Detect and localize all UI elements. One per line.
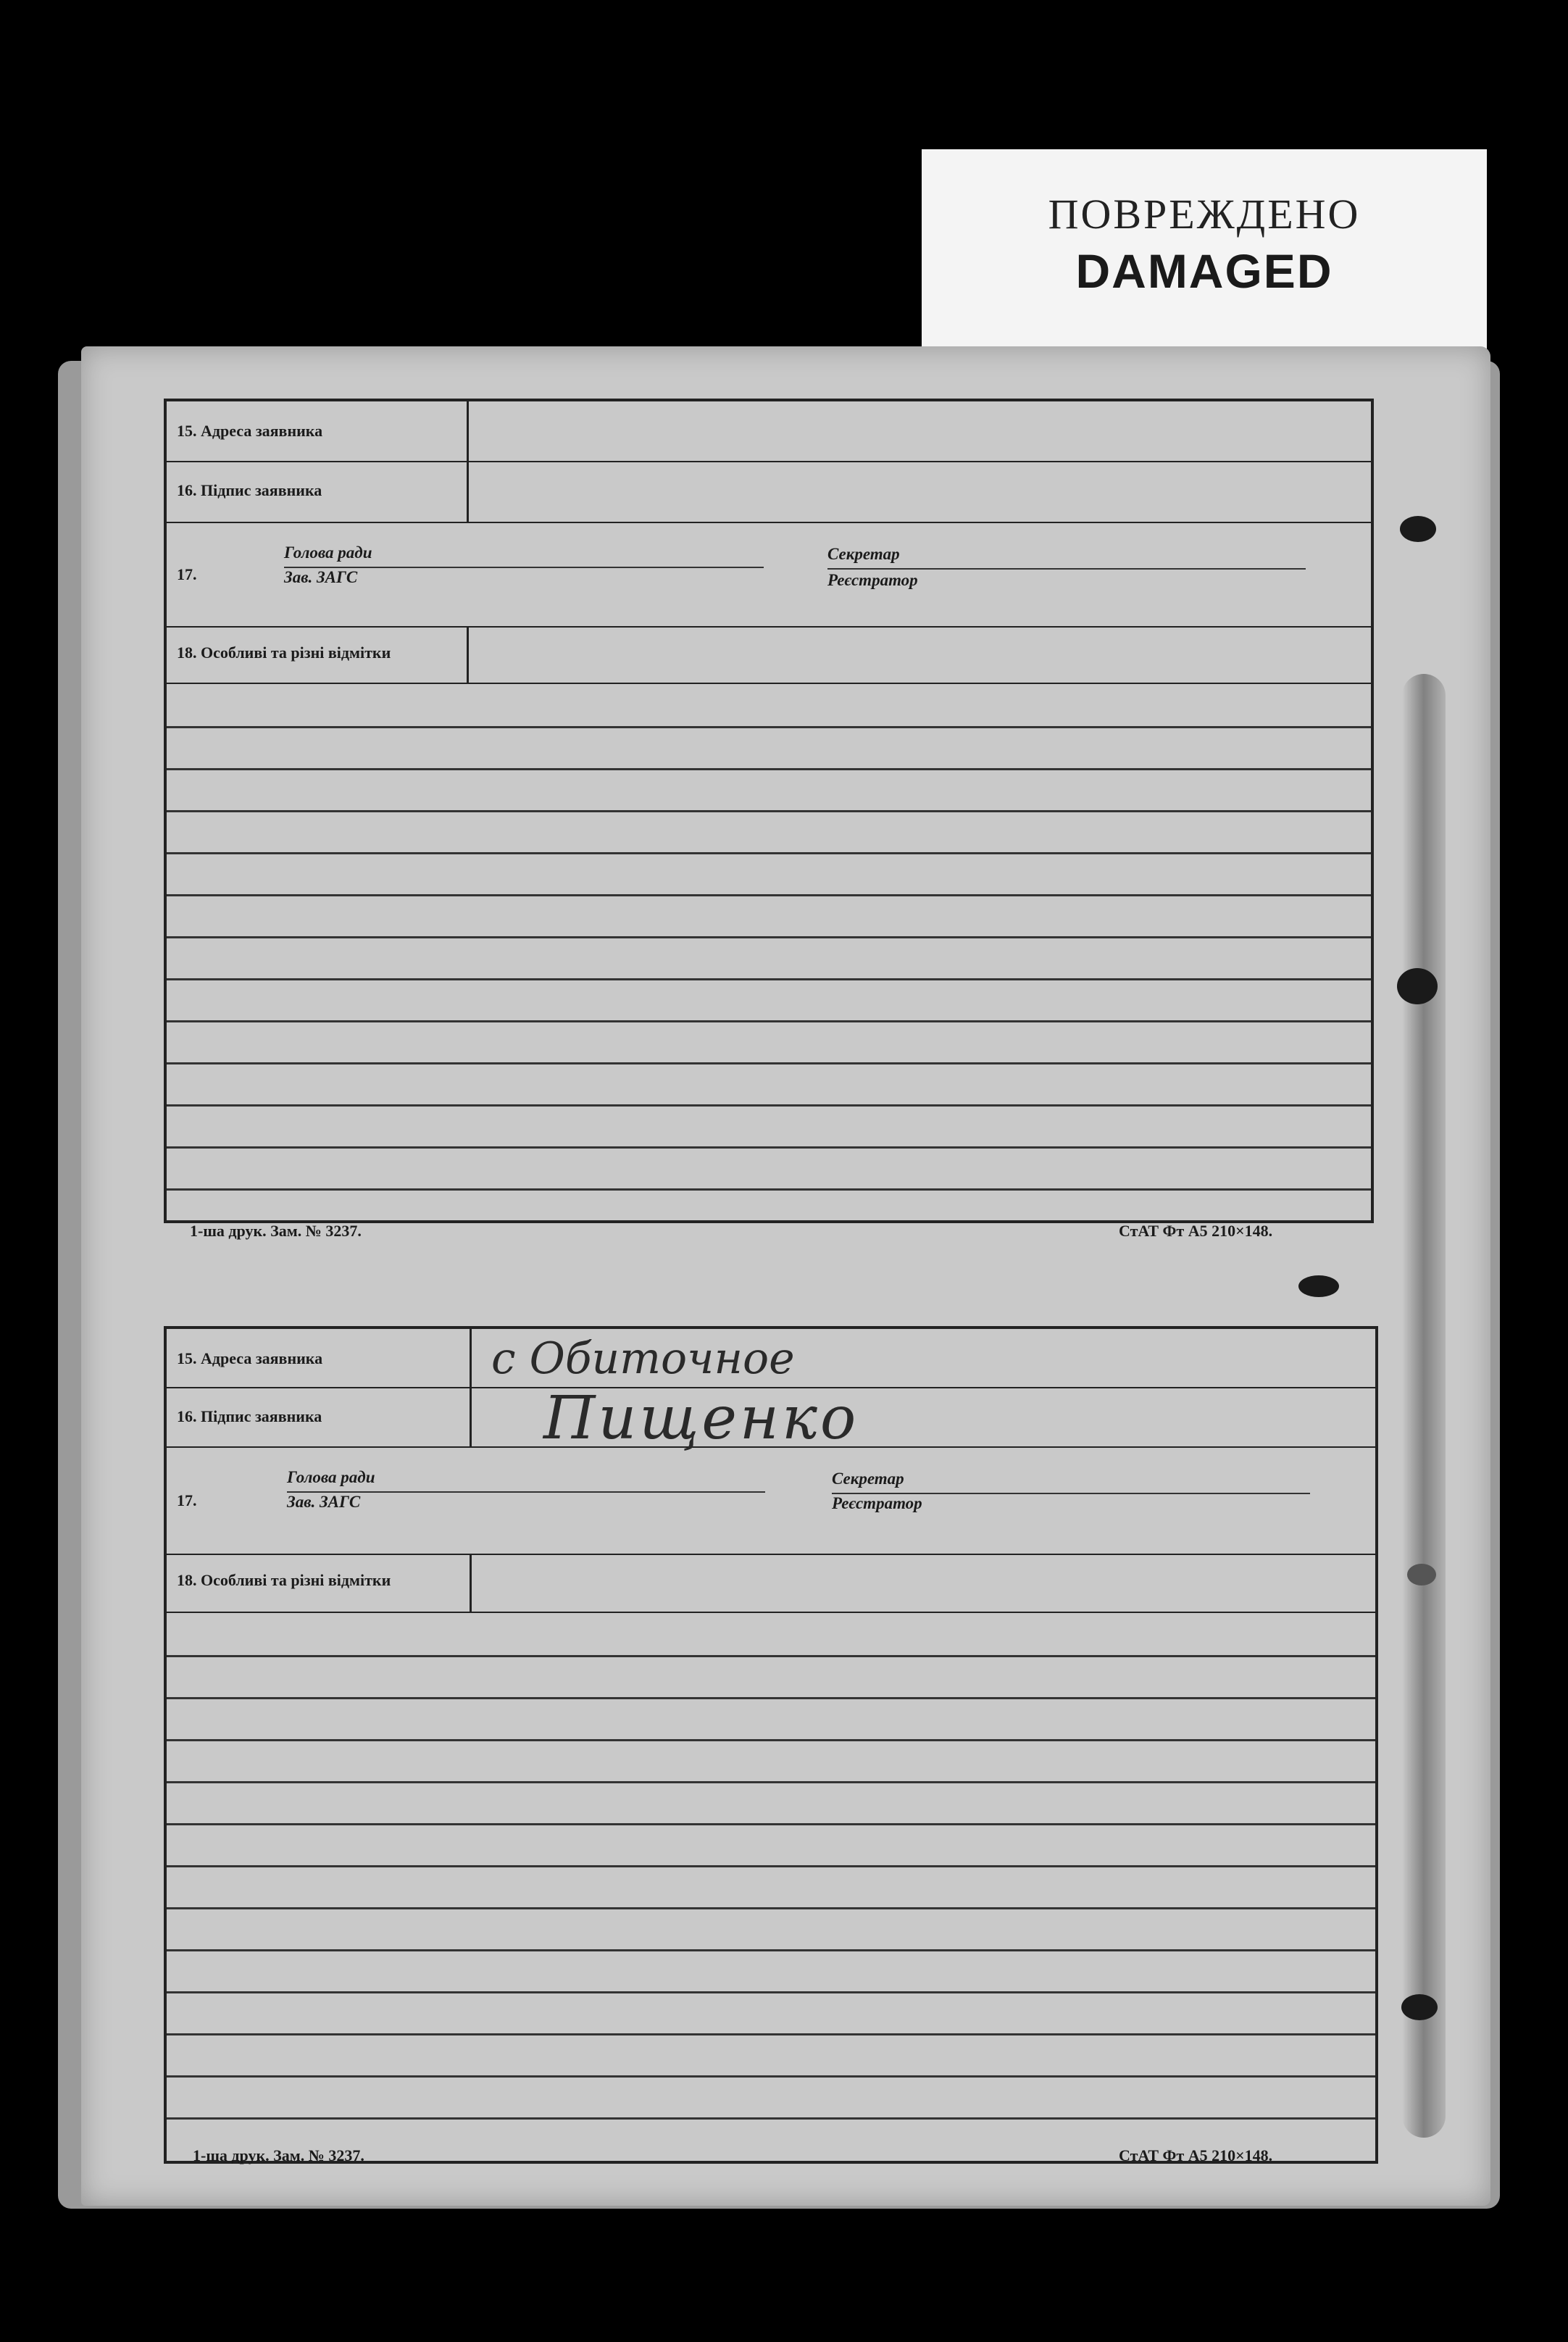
column-separator bbox=[470, 1555, 472, 1612]
remark-line bbox=[167, 852, 1371, 854]
label-remarks: 18. Особливі та різні відмітки bbox=[177, 1571, 391, 1589]
remark-line bbox=[167, 810, 1371, 812]
label-remarks: 18. Особливі та різні відмітки bbox=[177, 643, 391, 662]
head-council: Голова ради bbox=[287, 1468, 375, 1486]
remark-line bbox=[167, 1188, 1371, 1191]
label-17: 17. bbox=[177, 565, 197, 583]
remark-line bbox=[167, 1020, 1371, 1022]
damaged-label-ru: ПОВРЕЖДЕНО bbox=[1048, 191, 1361, 238]
form-top bbox=[164, 399, 1374, 1223]
head-council: Голова ради bbox=[284, 543, 372, 562]
punch-hole bbox=[1400, 516, 1436, 542]
remark-line bbox=[167, 2033, 1375, 2035]
label-address: 15. Адреса заявника bbox=[177, 1349, 323, 1367]
registrar: Реєстратор bbox=[832, 1494, 922, 1512]
footer-right: СтАТ Фт А5 210×148. bbox=[1119, 2146, 1273, 2164]
label-17: 17. bbox=[177, 1491, 197, 1509]
remark-line bbox=[167, 1104, 1371, 1107]
form-bottom bbox=[164, 1326, 1378, 2164]
secretary: Секретар bbox=[827, 545, 900, 563]
head-zags: Зав. ЗАГС bbox=[287, 1493, 361, 1511]
punch-hole bbox=[1397, 968, 1438, 1004]
row-signature bbox=[167, 462, 1371, 523]
secretary: Секретар bbox=[832, 1470, 904, 1488]
remark-line bbox=[167, 2075, 1375, 2078]
footer-right: СтАТ Фт А5 210×148. bbox=[1119, 1222, 1273, 1240]
remark-line bbox=[167, 1146, 1371, 1149]
punch-hole bbox=[1401, 1994, 1438, 2020]
water-stain bbox=[1402, 674, 1446, 2138]
row-remarks bbox=[167, 628, 1371, 684]
label-address: 15. Адреса заявника bbox=[177, 422, 323, 440]
remark-line bbox=[167, 768, 1371, 770]
label-signature: 16. Підпис заявника bbox=[177, 1407, 322, 1425]
handwritten-signature: Пищенко bbox=[543, 1384, 859, 1453]
damaged-label-en: DAMAGED bbox=[1075, 244, 1333, 298]
registrar: Реєстратор bbox=[827, 571, 918, 589]
remark-line bbox=[167, 1907, 1375, 1909]
remark-line bbox=[167, 936, 1371, 938]
row-officials bbox=[167, 1448, 1375, 1555]
column-separator bbox=[470, 1329, 472, 1448]
remark-line bbox=[167, 726, 1371, 728]
handwritten-address: с Обиточное bbox=[491, 1333, 795, 1384]
remark-line bbox=[167, 1991, 1375, 1993]
row-remarks bbox=[167, 1555, 1375, 1613]
row-officials bbox=[167, 523, 1371, 628]
remark-line bbox=[167, 1739, 1375, 1741]
remark-line bbox=[167, 978, 1371, 980]
remark-line bbox=[167, 1949, 1375, 1951]
remark-line bbox=[167, 1865, 1375, 1867]
remark-line bbox=[167, 1655, 1375, 1657]
remark-line bbox=[167, 1781, 1375, 1783]
signature-line bbox=[827, 568, 1306, 570]
punch-hole bbox=[1407, 1564, 1436, 1585]
remark-line bbox=[167, 2117, 1375, 2120]
remark-line bbox=[167, 894, 1371, 896]
remark-line bbox=[167, 1823, 1375, 1825]
row-address bbox=[167, 1329, 1375, 1388]
damaged-label bbox=[922, 149, 1487, 354]
punch-hole bbox=[1298, 1275, 1339, 1297]
footer-left: 1-ша друк. Зам. № 3237. bbox=[193, 2146, 364, 2164]
footer-left: 1-ша друк. Зам. № 3237. bbox=[190, 1222, 362, 1240]
remark-line bbox=[167, 1697, 1375, 1699]
column-separator bbox=[467, 628, 469, 683]
head-zags: Зав. ЗАГС bbox=[284, 568, 358, 586]
label-signature: 16. Підпис заявника bbox=[177, 481, 322, 499]
row-address bbox=[167, 401, 1371, 462]
column-separator bbox=[467, 401, 469, 523]
row-signature bbox=[167, 1384, 1375, 1453]
remark-line bbox=[167, 1062, 1371, 1064]
